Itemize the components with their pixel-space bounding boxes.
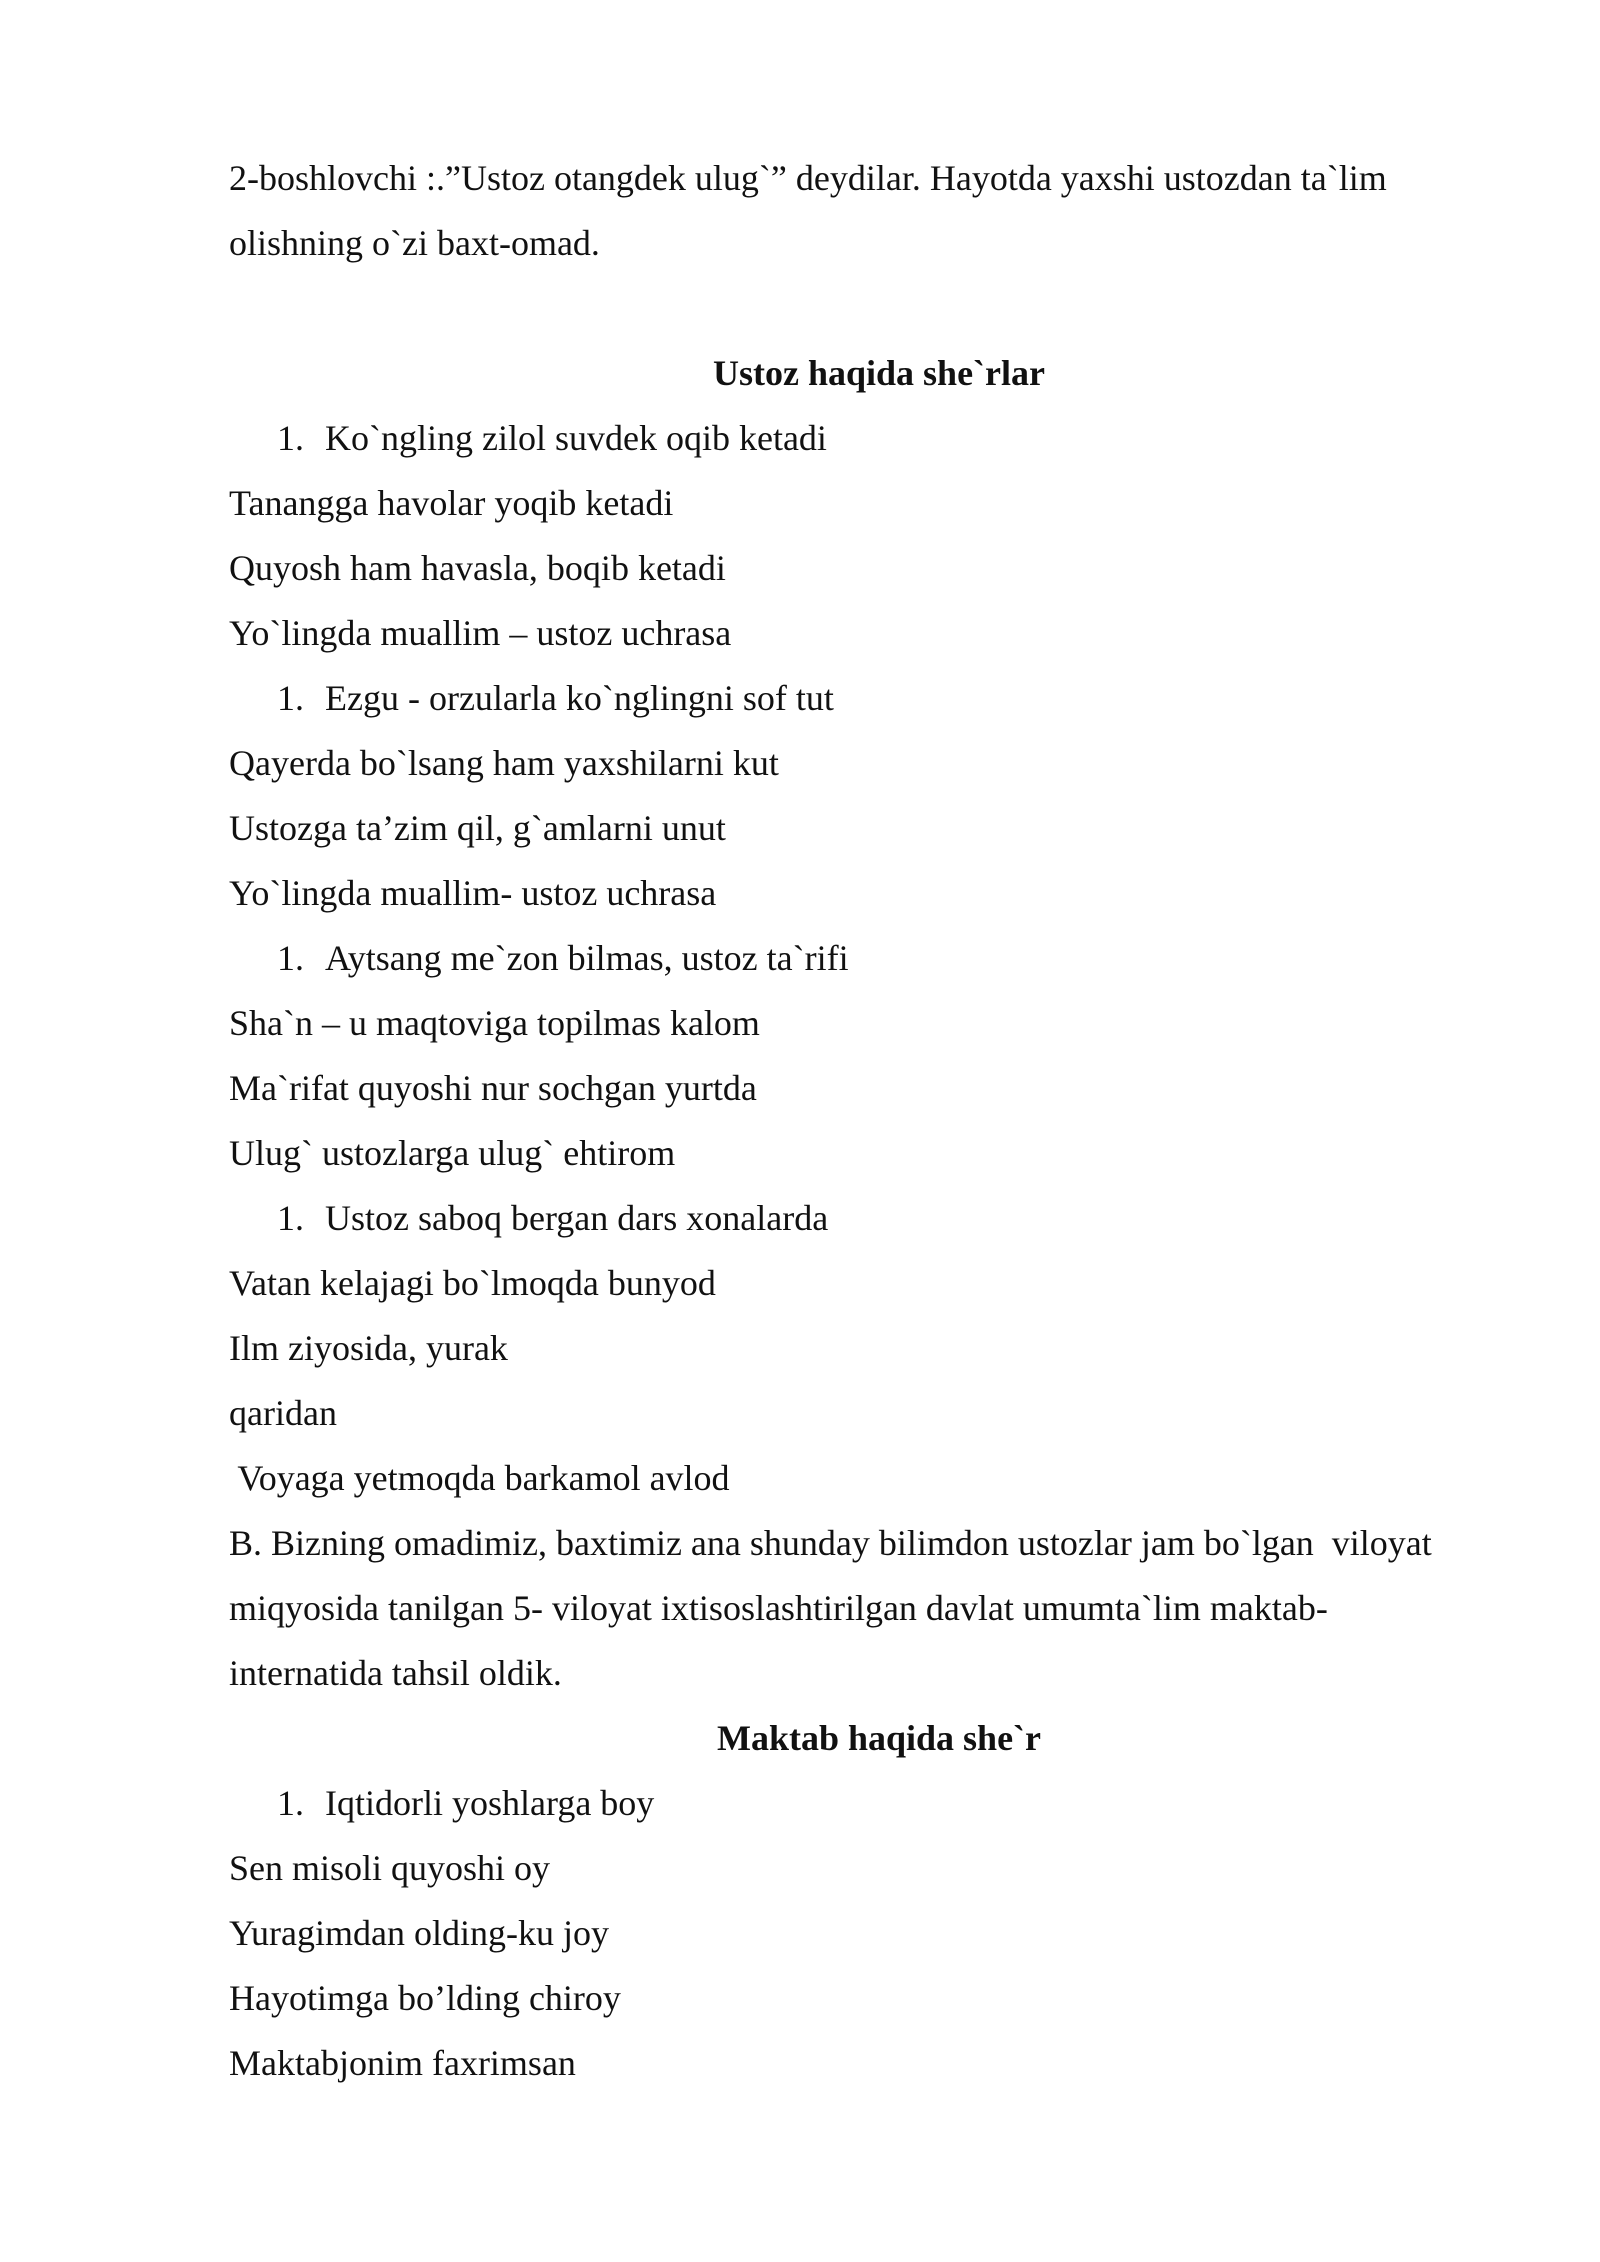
poem-line: Ezgu - orzularla ko`nglingni sof tut [325,678,834,718]
numbered-line [229,666,1489,731]
intro-line-2: olishning o`zi baxt-omad. [229,223,600,263]
poem-line: Sha`n – u maqtoviga topilmas kalom [229,1003,760,1043]
poem-line: Ilm ziyosida, yurak [229,1328,508,1368]
poem-line: Hayotimga bo’lding chiroy [229,1978,621,2018]
document-body [229,146,1489,2096]
poem-line: Yo`lingda muallim – ustoz uchrasa [229,613,732,653]
numbered-line [229,1771,1489,1836]
poem-line: Ma`rifat quyoshi nur sochgan yurtda [229,1068,757,1108]
poem-line: qaridan [229,1393,337,1433]
poem-line: Yuragimdan olding-ku joy [229,1913,609,1953]
list-number: 1. [277,678,304,718]
poem-line: Ko`ngling zilol suvdek oqib ketadi [325,418,827,458]
poem-line: Aytsang me`zon bilmas, ustoz ta`rifi [325,938,849,978]
list-number: 1. [277,1783,304,1823]
poem-line: Ustoz saboq bergan dars xonalarda [325,1198,829,1238]
list-number: 1. [277,418,304,458]
intro-line-1: 2-boshlovchi :.”Ustoz otangdek ulug`” deydilar. Hayotda yaxshi ustozdan ta`lim [229,158,1387,198]
numbered-line [229,926,1489,991]
poem-line: Sen misoli quyoshi oy [229,1848,551,1888]
section-heading-maktab: Maktab haqida she`r [716,1718,1042,1758]
poem-line: Yo`lingda muallim- ustoz uchrasa [229,873,717,913]
paragraph-line: miqyosida tanilgan 5- viloyat ixtisoslashtirilgan davlat umumta`lim maktab- [229,1588,1328,1628]
blank-line [229,276,1489,341]
poem-line: Vatan kelajagi bo`lmoqda bunyod [229,1263,716,1303]
poem-line: Ustozga ta’zim qil, g`amlarni unut [229,808,726,848]
paragraph-line: B. Bizning omadimiz, baxtimiz ana shunday bilimdon ustozlar jam bo`lgan viloyat [229,1523,1432,1563]
numbered-line [229,1186,1489,1251]
section-heading-ustoz: Ustoz haqida she`rlar [713,353,1045,393]
list-number: 1. [277,938,304,978]
list-number: 1. [277,1198,304,1238]
poem-line: Qayerda bo`lsang ham yaxshilarni kut [229,743,779,783]
poem-line: Maktabjonim faxrimsan [229,2043,576,2083]
poem-line: Iqtidorli yoshlarga boy [325,1783,655,1823]
poem-line: Voyaga yetmoqda barkamol avlod [229,1458,730,1498]
poem-line: Ulug` ustozlarga ulug` ehtirom [229,1133,676,1173]
poem-line: Quyosh ham havasla, boqib ketadi [229,548,726,588]
numbered-line [229,406,1489,471]
poem-line: Tanangga havolar yoqib ketadi [229,483,674,523]
paragraph-line: internatida tahsil oldik. [229,1653,562,1693]
